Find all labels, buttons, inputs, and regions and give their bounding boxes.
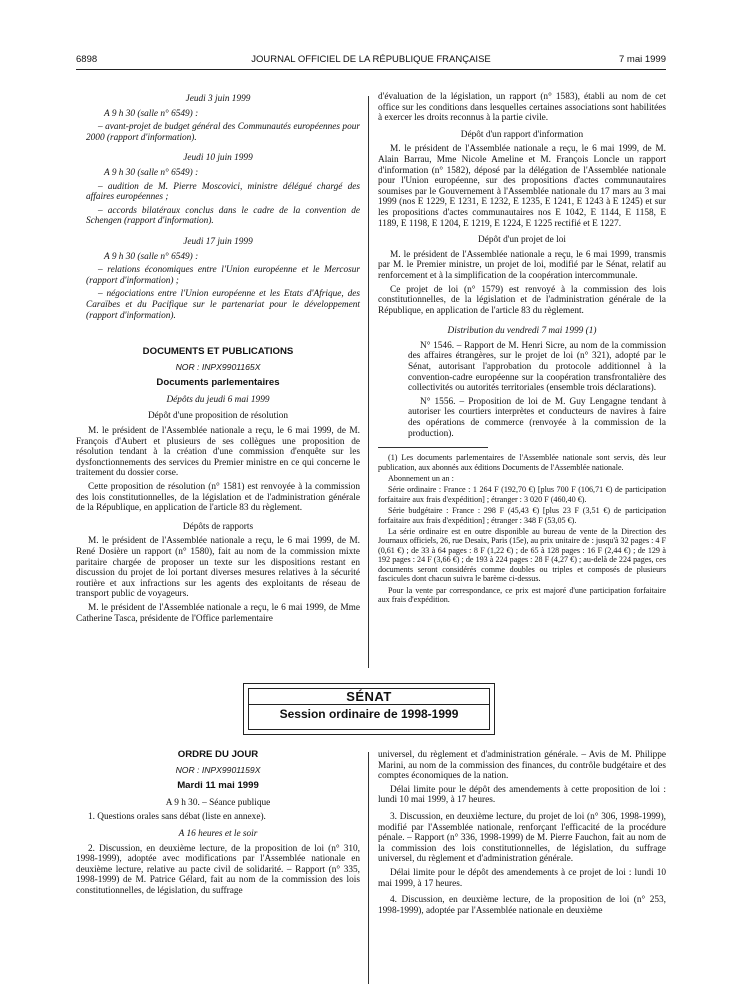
agenda-item: 2. Discussion, en deuxième lecture, de la proposition de loi (n° 310, 1998-1999), adoptée avec modifications par l'Assemblée nationale en deuxième lecture, relative au pacte civil de solidarité. – Rapport (n° 335, 1998-1999) de M. Patrice Gélard, fait au nom de la commission des lois constitutionnelles, de législation, du suffrage — [76, 843, 360, 896]
heading-info: Dépôt d'un rapport d'information — [460, 129, 584, 140]
footnote-rule — [378, 447, 488, 448]
time-line: A 16 heures et le soir — [178, 828, 258, 839]
paragraph: Cette proposition de résolution (n° 1581) est renvoyée à la commission des lois constitutionnelles, de la législation et de l'administration générale de la République, en application de l'article 83 du règlement. — [76, 482, 360, 514]
nor-text: NOR : INPX9901165X — [175, 361, 261, 372]
paragraph: M. le président de l'Assemblée nationale a reçu, le 6 mai 1999, de M. Alain Barrau, Mme Nicole Ameline et M. François Loncle un rapport d'information (n° 1582), déposé par la délégation de l'Assemblée nationale pour l'Union européenne, sur des propositions d'actes communautaires soumises par le Gouvernement à l'Assemblée nationale du 17 mars au 3 mai 1999 (nos E 1229, E 1231, E 1232, E 1235, E 1241, E 1243 à E 1245) et sur les propositions d'actes communautaires nos E 1042, E 1144, E 1158, E 1189, E 1198, E 1204, E 1219, E 1224, E 1225 rectifié et E 1227. — [378, 144, 666, 229]
section-title: DOCUMENTS ET PUBLICATIONS — [142, 346, 294, 358]
time-line: A 9 h 30 (salle n° 6549) : — [104, 251, 199, 262]
date-heading: Jeudi 17 juin 1999 — [183, 236, 253, 247]
footnotes — [378, 453, 666, 604]
time-text: A 9 h 30. – Séance publique — [165, 797, 271, 808]
paragraph: M. le président de l'Assemblée nationale a reçu, le 6 mai 1999, de Mme Catherine Tasca, présidente de l'Office parlementaire — [76, 602, 360, 624]
nor-reference — [76, 362, 360, 373]
running-header — [76, 54, 666, 68]
document-entry: N° 1546. – Rapport de M. Henri Sicre, au nom de la commission des affaires étrangères, sur le projet de loi (n° 321), adopté par le Sénat, autorisant l'approbation du protocole additionnel à la convention-cadre européenne sur la coopération transfrontalière des collectivités ou autorités territoriales (ensemble trois déclarations). — [408, 340, 666, 394]
time-line: A 9 h 30 (salle n° 6549) : — [104, 108, 199, 119]
paragraph: M. le président de l'Assemblée nationale a reçu, le 6 mai 1999, de M. René Dosière un rapport (n° 1580), fait au nom de la commission mixte paritaire chargée de proposer un texte sur les dispositions restant en discussion du projet de loi portant diverses mesures relatives à la sécurité routière et aux infractions sur les agents des exploitants de réseau de transport public de voyageurs. — [76, 536, 360, 600]
footnote: Série ordinaire : France : 1 264 F (192,70 €) [plus 700 F (106,71 €) de participation forfaitaire aux frais d'expédition] ; étranger : 3 020 F (460,40 €). — [378, 485, 666, 504]
column-divider-bottom — [368, 752, 369, 984]
left-column — [76, 94, 360, 627]
footnote: Série budgétaire : France : 298 F (45,43 €) [plus 23 F (3,51 €) de participation forfaitaire aux frais d'expédition] ; étranger : 348 F (53,05 €). — [378, 506, 666, 525]
date-heading: Jeudi 10 juin 1999 — [183, 153, 253, 164]
paragraph: M. le président de l'Assemblée nationale a reçu, le 6 mai 1999, de M. François d'Aubert et plusieurs de ses collègues une proposition de résolution tendant à la création d'une commission d'enquête sur les dysfonctionnements des services du Premier ministre en ce qui concerne le traitement du dossier corse. — [76, 426, 360, 479]
footnote: Pour la vente par correspondance, ce prix est majoré d'une participation forfaitaire aux frais d'expédition. — [378, 585, 666, 604]
agenda-item: – audition de M. Pierre Moscovici, ministre délégué chargé des affaires européennes ; — [86, 181, 360, 203]
depots-date: Dépôts du jeudi 6 mai 1999 — [166, 394, 270, 405]
right-column — [378, 92, 666, 606]
column-divider-top — [368, 96, 369, 668]
agenda-item: 4. Discussion, en deuxième lecture, de la proposition de loi (n° 253, 1998-1999), adoptée par l'Assemblée nationale en deuxième — [378, 895, 666, 916]
agenda-item: – relations économiques entre l'Union européenne et le Mercosur (rapport d'information) ; — [86, 265, 360, 286]
document-entry: N° 1556. – Proposition de loi de M. Guy Lengagne tendant à autoriser les courtiers interprètes et conducteurs de navires à faire des opérations de commerce (renvoyée à la commission de la production). — [408, 396, 666, 439]
senat-title: SÉNAT — [346, 689, 392, 704]
time-line: A 9 h 30 (salle n° 6549) : — [104, 167, 199, 178]
deadline: Délai limite pour le dépôt des amendements à cette proposition de loi : lundi 10 mai 1999, à 17 heures. — [378, 784, 666, 806]
footnote: La série ordinaire est en outre disponible au bureau de vente de la Direction des Journaux officiels, 26, rue Desaix, Paris (15e), au prix unitaire de : jusqu'à 32 pages : 4 F (0,61 €) ; de 33 à 64 pages : 8 F (1,22 €) ; de 65 à 128 pages : 16 F (2,44 €) ; de 129 à 192 pages : 24 F (3,66 €) ; de 193 à 224 pages : 28 F (4,27 €) ; au-delà de 224 pages, ces documents seront considérés comme doubles ou triples et composés de plusieurs fascicules dont chacun suivra le barème ci-dessus. — [378, 527, 666, 584]
footnote: (1) Les documents parlementaires de l'Assemblée nationale sont servis, dès leur publication, aux abonnés aux éditions Documents de l'Assemblée nationale. — [378, 453, 666, 472]
journal-title: JOURNAL OFFICIEL DE LA RÉPUBLIQUE FRANÇAISE — [251, 54, 491, 65]
ordre-right-column — [378, 750, 666, 919]
paragraph: Ce projet de loi (n° 1579) est renvoyé à la commission des lois constitutionnelles, de la législation et de l'administration générale de la République, en application de l'article 83 du règlement. — [378, 284, 666, 316]
nor-reference — [76, 765, 360, 776]
issue-date: 7 mai 1999 — [618, 54, 666, 65]
paragraph: d'évaluation de la législation, un rapport (n° 1583), établi au nom de cet office sur les conditions dans lesquelles certaines associations sont habilitées à exercer les droits reconnus à la partie civile. — [378, 92, 666, 124]
footnote: Abonnement un an : — [388, 474, 454, 484]
heading-projet-loi: Dépôt d'un projet de loi — [478, 235, 566, 246]
header-rule — [76, 69, 666, 70]
heading-resolution: Dépôt d'une proposition de résolution — [147, 411, 289, 422]
page-number: 6898 — [76, 54, 98, 65]
paragraph: M. le président de l'Assemblée nationale a reçu, le 6 mai 1999, transmis par M. le Premier ministre, un projet de loi, modifié par le Sénat, relatif au renforcement et à la simplification de la coopération intercommunale. — [378, 249, 666, 281]
heading-rapports: Dépôts de rapports — [182, 521, 254, 532]
senat-banner-rule — [248, 704, 490, 705]
ordre-date: Mardi 11 mai 1999 — [177, 780, 259, 792]
time-line — [76, 798, 360, 809]
ordre-title: ORDRE DU JOUR — [177, 749, 259, 760]
senat-banner — [243, 683, 495, 735]
paragraph: universel, du règlement et d'administration générale. – Avis de M. Philippe Marini, au nom de la commission des finances, du contrôle budgétaire et des comptes économiques de la nation. — [378, 750, 666, 782]
deadline: Délai limite pour le dépôt des amendements à ce projet de loi : lundi 10 mai 1999, à 17 heures. — [378, 867, 666, 889]
nor-text: NOR : INPX9901159X — [175, 764, 261, 775]
agenda-item: – accords bilatéraux conclus dans le cadre de la convention de Schengen (rapport d'information). — [86, 205, 360, 227]
ordre-left-column — [76, 750, 360, 900]
agenda-item: – avant-projet de budget général des Communautés européennes pour 2000 (rapport d'information). — [86, 122, 360, 143]
senat-subtitle: Session ordinaire de 1998-1999 — [279, 707, 459, 721]
agenda-item: 3. Discussion, en deuxième lecture, du projet de loi (n° 306, 1998-1999), modifié par l'Assemblée nationale, renforçant l'efficacité de la procédure pénale. – Rapport (n° 336, 1998-1999) de M. Pierre Fauchon, fait au nom de la commission des lois constitutionnelles, de législation, du suffrage universel, du règlement et d'administration générale. — [378, 811, 666, 865]
date-heading: Jeudi 3 juin 1999 — [185, 94, 251, 104]
distribution-heading: Distribution du vendredi 7 mai 1999 (1) — [447, 326, 597, 337]
subsection-title: Documents parlementaires — [156, 377, 280, 389]
agenda-item: 1. Questions orales sans débat (liste en annexe). — [88, 812, 266, 823]
agenda-item: – négociations entre l'Union européenne et les Etats d'Afrique, des Caraïbes et du Pacifique sur le partenariat pour le développement (rapport d'information). — [86, 289, 360, 321]
